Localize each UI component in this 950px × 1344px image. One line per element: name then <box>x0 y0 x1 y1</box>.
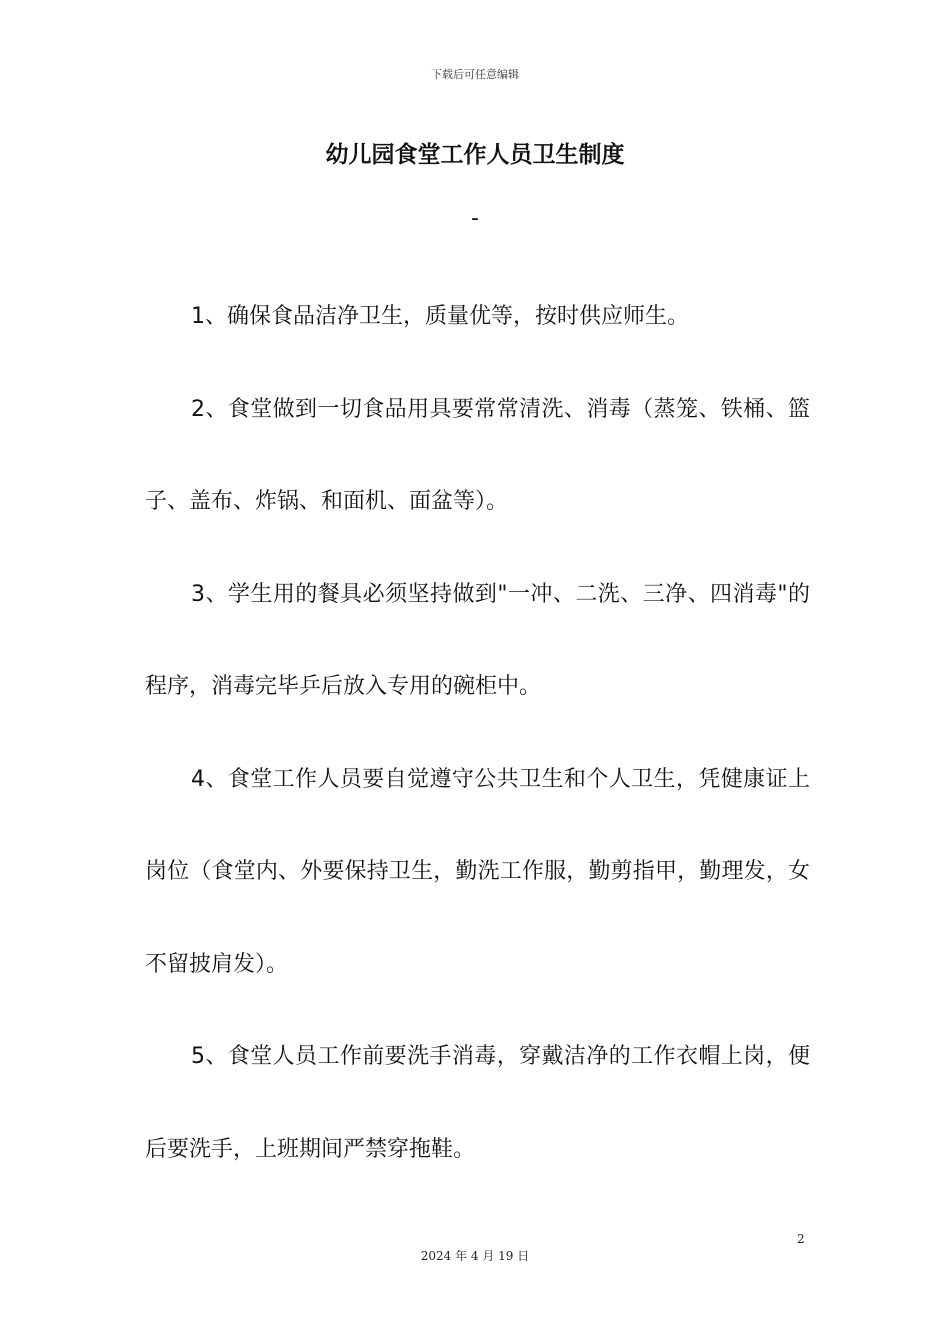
document-body <box>145 271 810 1196</box>
paragraph-3: 3、学生用的餐具必须坚持做到"一冲、二洗、三净、四消毒"的程序，消毒完毕乒后放入专用的碗柜中。 <box>145 581 810 699</box>
document-title: 幼儿园食堂工作人员卫生制度 <box>325 142 625 168</box>
title-separator: - <box>471 206 479 231</box>
footer-date: 2024 年 4 月 19 日 <box>420 1249 530 1263</box>
header-note: 下载后可任意编辑 <box>431 68 519 81</box>
paragraph-1: 1、确保食品洁净卫生，质量优等，按时供应师生。 <box>191 304 689 329</box>
paragraph-4: 4、食堂工作人员要自觉遵守公共卫生和个人卫生，凭健康证上岗位（食堂内、外要保持卫生，勤洗工作服，勤剪指甲，勤理发，女不留披肩发）。 <box>145 766 810 977</box>
paragraph-2: 2、食堂做到一切食品用具要常常清洗、消毒（蒸笼、铁桶、篮子、盖布、炸锅、和面机、面盆等）。 <box>145 396 810 514</box>
page-number: 2 <box>797 1232 805 1246</box>
paragraph-5: 5、食堂人员工作前要洗手消毒，穿戴洁净的工作衣帽上岗，便后要洗手，上班期间严禁穿拖鞋。 <box>145 1044 810 1162</box>
